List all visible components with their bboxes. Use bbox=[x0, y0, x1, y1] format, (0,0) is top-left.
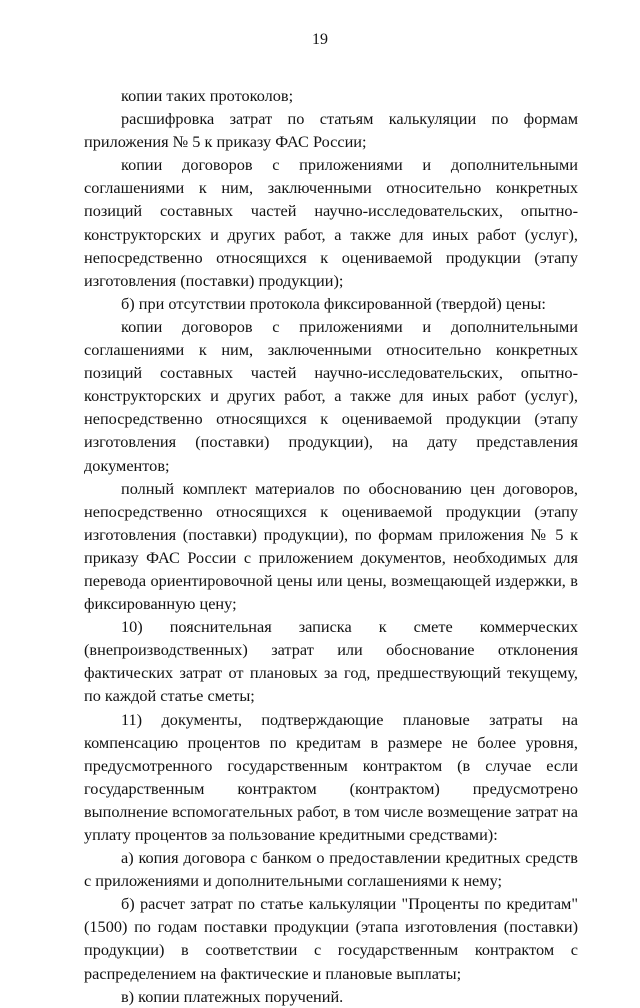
document-body bbox=[84, 84, 578, 1008]
paragraph-item-b-heading: б) при отсутствии протокола фиксированной (твердой) цены: bbox=[121, 293, 546, 313]
paragraph-item-11-b: б) расчет затрат по статье калькуляции "Проценты по кредитам" (1500) по годам поставки продукции (этапа изготовления (поставки) продукции) в соответствии с государственным контрактом с распределением на фактические и плановые выплаты; bbox=[84, 894, 578, 983]
paragraph-cost-breakdown: расшифровка затрат по статьям калькуляции по формам приложения № 5 к приказу ФАС России; bbox=[84, 109, 578, 152]
paragraph-contract-copies-date: копии договоров с приложениями и дополнительными соглашениями к ним, заключенными относительно конкретных позиций составных частей научно-исследовательских, опытно-конструкторских и других работ, а также для иных работ (услуг), непосредственно относящихся к оцениваемой продукции (этапу изготовления (поставки) продукции), на дату представления документов; bbox=[84, 316, 578, 475]
paragraph-item-11: 11) документы, подтверждающие плановые затраты на компенсацию процентов по кредитам в размере не более уровня, предусмотренного государственным контрактом (в случае если государственным контрактом (контрактом) предусмотрено выполнение вспомогательных работ, в том числе возмещение затрат на уплату процентов за пользование кредитными средствами): bbox=[84, 709, 578, 844]
paragraph-item-11-a: а) копия договора с банком о предоставлении кредитных средств с приложениями и дополнительными соглашениями к нему; bbox=[84, 848, 578, 891]
paragraph-item-11-v: в) копии платежных поручений. bbox=[121, 986, 344, 1006]
paragraph-full-materials: полный комплект материалов по обоснованию цен договоров, непосредственно относящихся к оцениваемой продукции (этапу изготовления (поставки) продукции), по формам приложения № 5 к приказу ФАС России с приложением документов, необходимых для перевода ориентировочной цены или цены, возмещающей издержки, в фиксированную цену; bbox=[84, 478, 578, 614]
page-number: 19 bbox=[312, 31, 328, 48]
paragraph-item-10: 10) пояснительная записка к смете коммерческих (внепроизводственных) затрат или обоснование отклонения фактических затрат от плановых за год, предшествующий текущему, по каждой статье сметы; bbox=[84, 617, 578, 706]
paragraph-contract-copies: копии договоров с приложениями и дополнительными соглашениями к ним, заключенными относительно конкретных позиций составных частей научно-исследовательских, опытно-конструкторских и других работ, а также для иных работ (услуг), непосредственно относящихся к оцениваемой продукции (этапу изготовления (поставки) продукции); bbox=[84, 155, 578, 290]
paragraph-protocol-copies: копии таких протоколов; bbox=[121, 86, 294, 105]
